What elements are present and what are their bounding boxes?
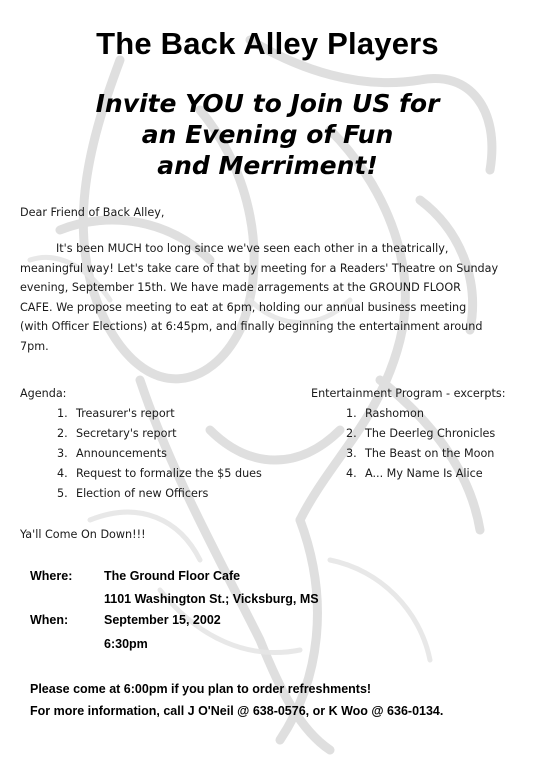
program-item-number: 1. bbox=[346, 407, 357, 420]
program-item-text: Rashomon bbox=[365, 407, 424, 420]
closing-line: Ya'll Come On Down!!! bbox=[20, 528, 146, 541]
invitation-headline bbox=[0, 88, 535, 181]
program-item-text: The Beast on the Moon bbox=[365, 447, 495, 460]
program-item-number: 4. bbox=[346, 467, 357, 480]
agenda-item bbox=[57, 444, 262, 464]
agenda-item-text: Secretary's report bbox=[76, 427, 177, 440]
when-label: When: bbox=[30, 613, 69, 627]
program-item bbox=[346, 444, 495, 464]
program-item bbox=[346, 424, 495, 444]
invite-line: Invite YOU to Join US for bbox=[95, 89, 440, 118]
body-line: 7pm. bbox=[20, 339, 49, 353]
event-date: September 15, 2002 bbox=[104, 613, 221, 627]
program-item-number: 3. bbox=[346, 447, 357, 460]
program-list bbox=[346, 404, 495, 484]
body-line: (with Officer Elections) at 6:45pm, and finally beginning the entertainment around bbox=[20, 320, 483, 333]
agenda-item-number: 4. bbox=[57, 467, 68, 480]
agenda-item bbox=[57, 464, 262, 484]
invite-line: and Merriment! bbox=[157, 151, 378, 180]
agenda-item-number: 1. bbox=[57, 407, 68, 420]
body-line-text: It's been MUCH too long since we've seen each other in a theatrically, bbox=[56, 242, 449, 255]
program-item-text: A... My Name Is Alice bbox=[365, 467, 483, 480]
greeting: Dear Friend of Back Alley, bbox=[20, 206, 165, 219]
agenda-item bbox=[57, 484, 262, 504]
program-item-text: The Deerleg Chronicles bbox=[365, 427, 496, 440]
body-line bbox=[20, 239, 520, 259]
program-item bbox=[346, 404, 495, 424]
event-time: 6:30pm bbox=[104, 637, 148, 651]
body-line: CAFE. We propose meeting to eat at 6pm, holding our annual business meeting bbox=[20, 300, 467, 314]
agenda-item-text: Announcements bbox=[76, 447, 167, 460]
agenda-item-text: Election of new Officers bbox=[76, 487, 209, 500]
agenda-item-number: 2. bbox=[57, 427, 68, 440]
body-line: evening, September 15th. We have made arragements at the GROUND FLOOR bbox=[20, 281, 461, 294]
program-heading: Entertainment Program - excerpts: bbox=[311, 387, 506, 400]
contact-info: For more information, call J O'Neil @ 638-0576, or K Woo @ 636-0134. bbox=[30, 704, 444, 718]
agenda-heading: Agenda: bbox=[20, 387, 67, 400]
agenda-item-text: Treasurer's report bbox=[76, 407, 175, 420]
refreshments-note: Please come at 6:00pm if you plan to order refreshments! bbox=[30, 682, 372, 696]
program-item bbox=[346, 464, 495, 484]
agenda-item-number: 3. bbox=[57, 447, 68, 460]
agenda-item-text: Request to formalize the $5 dues bbox=[76, 467, 262, 480]
agenda-item bbox=[57, 404, 262, 424]
agenda-item bbox=[57, 424, 262, 444]
body-line: meaningful way! Let's take care of that by meeting for a Readers' Theatre on Sunday bbox=[20, 261, 499, 275]
where-label: Where: bbox=[30, 569, 73, 583]
invite-line: an Evening of Fun bbox=[141, 120, 394, 149]
agenda-item-number: 5. bbox=[57, 487, 68, 500]
body-paragraph bbox=[20, 239, 520, 356]
agenda-list bbox=[57, 404, 262, 504]
troupe-title: The Back Alley Players bbox=[96, 26, 439, 61]
venue-address: 1101 Washington St.; Vicksburg, MS bbox=[104, 592, 319, 606]
program-item-number: 2. bbox=[346, 427, 357, 440]
venue-name: The Ground Floor Cafe bbox=[104, 569, 241, 583]
